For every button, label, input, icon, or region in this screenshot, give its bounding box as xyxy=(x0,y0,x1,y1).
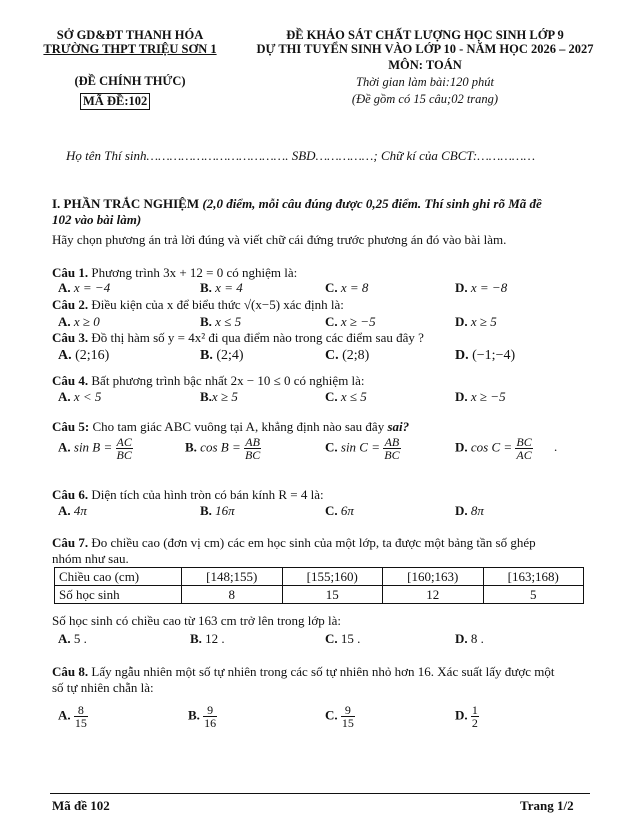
option-letter: D. xyxy=(455,439,468,455)
question-text-2: số tự nhiên chẵn là: xyxy=(52,680,154,695)
option-letter: D. xyxy=(455,389,468,404)
q5-option-c xyxy=(325,436,401,461)
option-letter: B. xyxy=(200,348,213,363)
question-1 xyxy=(52,265,297,280)
q6-option-c xyxy=(325,503,354,519)
fraction-denominator: BC xyxy=(384,448,400,462)
q5-option-d xyxy=(455,436,557,461)
option-letter: B. xyxy=(190,631,202,646)
option-text: x ≥ 5 xyxy=(470,314,497,329)
question-text: Điều kiện của x để biểu thức √(x−5) xác định là: xyxy=(91,297,344,312)
question-label: Câu 4. xyxy=(52,373,89,388)
fraction-denominator: 2 xyxy=(471,716,478,730)
option-letter: C. xyxy=(325,348,339,363)
option-text: cos C = xyxy=(470,439,513,455)
q8-option-c xyxy=(325,704,355,729)
fraction-denominator: BC xyxy=(116,448,132,462)
option-letter: D. xyxy=(455,707,468,723)
option-letter: B. xyxy=(200,280,212,295)
fraction xyxy=(383,436,400,461)
pages-note: (Đề gồm có 15 câu;02 trang) xyxy=(351,92,499,106)
question-label: Câu 1. xyxy=(52,265,89,280)
option-text: x ≤ 5 xyxy=(340,389,367,404)
option-text: 4π xyxy=(73,503,87,518)
subject: MÔN: TOÁN xyxy=(388,58,462,72)
official-label: (ĐỀ CHÍNH THỨC) xyxy=(74,74,186,88)
option-text: x ≥ 0 xyxy=(73,314,100,329)
table-cell: 12 xyxy=(383,586,484,604)
q4-option-a xyxy=(58,389,101,405)
question-3 xyxy=(52,330,424,345)
question-4 xyxy=(52,373,365,388)
question-label: Câu 7. xyxy=(52,535,89,550)
fraction-numerator: 9 xyxy=(341,704,355,717)
question-text-2: nhóm như sau. xyxy=(52,551,129,566)
question-text: Diện tích của hình tròn có bán kính R = 4 là: xyxy=(91,487,324,502)
q1-option-a xyxy=(58,280,110,296)
fraction-denominator: BC xyxy=(244,448,261,462)
question-label: Câu 6. xyxy=(52,487,89,502)
q1-option-b xyxy=(200,280,243,296)
question-2 xyxy=(52,297,344,312)
table-cell: 8 xyxy=(182,586,283,604)
question-7-prompt: Số học sinh có chiều cao từ 163 cm trở lên trong lớp là: xyxy=(52,613,342,628)
q6-option-b xyxy=(200,503,235,519)
table-header-cell: Số học sinh xyxy=(55,586,182,604)
exam-title: ĐỀ KHẢO SÁT CHẤT LƯỢNG HỌC SINH LỚP 9 xyxy=(286,28,564,42)
question-text: Cho tam giác ABC vuông tại A, khẳng định nào sau đây xyxy=(89,419,388,434)
fraction-numerator: 1 xyxy=(471,703,478,717)
option-letter: A. xyxy=(58,503,71,518)
option-letter: A. xyxy=(58,280,71,295)
table-row xyxy=(55,568,584,586)
option-text: 16π xyxy=(215,503,235,518)
option-text: 8π xyxy=(470,503,484,518)
exam-time: Thời gian làm bài:120 phút xyxy=(356,75,494,89)
option-letter: D. xyxy=(455,631,468,646)
q5-option-b xyxy=(185,436,261,461)
option-text: (2;4) xyxy=(216,348,244,363)
fraction xyxy=(203,704,217,729)
trailing-dot: . xyxy=(554,439,558,455)
q7-option-a xyxy=(58,631,87,647)
footer-page-number: Trang 1/2 xyxy=(520,798,574,813)
question-text: Phương trình 3x + 12 = 0 có nghiệm là: xyxy=(91,265,298,280)
q7-option-c xyxy=(325,631,360,647)
q3-option-a xyxy=(58,348,109,364)
exam-code-box: MÃ ĐỀ:102 xyxy=(80,93,150,110)
fraction-denominator: 15 xyxy=(341,716,354,730)
fraction-denominator: 15 xyxy=(74,716,87,730)
fraction-numerator: BC xyxy=(516,435,532,449)
fraction xyxy=(471,704,479,729)
option-letter: C. xyxy=(325,439,338,455)
option-letter: D. xyxy=(455,314,468,329)
fraction xyxy=(116,436,133,461)
option-text: sin C = xyxy=(340,439,381,455)
option-text: 6π xyxy=(340,503,354,518)
table-cell: [148;155) xyxy=(182,568,283,586)
table-cell: [155;160) xyxy=(282,568,383,586)
table-cell: [163;168) xyxy=(483,568,584,586)
q3-option-b xyxy=(200,348,244,364)
department-name: SỞ GD&ĐT THANH HÓA xyxy=(56,28,204,42)
question-text: Đồ thị hàm số y = 4x² đi qua điểm nào trong các điểm sau đây ? xyxy=(91,330,424,345)
table-cell: [160;163) xyxy=(383,568,484,586)
option-text: x ≤ 5 xyxy=(215,314,242,329)
option-letter: C. xyxy=(325,503,338,518)
option-letter: C. xyxy=(325,631,338,646)
option-letter: B. xyxy=(188,707,200,723)
fraction xyxy=(515,436,532,461)
option-letter: C. xyxy=(325,314,338,329)
option-text: (2;16) xyxy=(75,348,110,363)
fraction-numerator: 9 xyxy=(203,704,217,717)
q1-option-c xyxy=(325,280,368,296)
option-text: cos B = xyxy=(200,439,241,455)
school-name: TRƯỜNG THPT TRIỆU SƠN 1 xyxy=(43,42,217,56)
q2-option-a xyxy=(58,314,100,330)
option-letter: D. xyxy=(455,503,468,518)
question-6 xyxy=(52,487,324,502)
option-text: 15 . xyxy=(340,631,361,646)
option-text: sin B = xyxy=(73,439,113,455)
option-letter: A. xyxy=(58,707,71,723)
q6-option-a xyxy=(58,503,87,519)
question-label: Câu 8. xyxy=(52,664,89,679)
section-note: (2,0 điểm, mỗi câu đúng được 0,25 điểm. Thí sinh ghi rõ Mã đề xyxy=(199,196,542,211)
q3-option-d xyxy=(455,348,515,364)
option-letter: C. xyxy=(325,280,338,295)
table-row xyxy=(55,586,584,604)
fraction-denominator: AC xyxy=(516,448,532,462)
option-letter: A. xyxy=(58,439,71,455)
fraction xyxy=(244,436,261,461)
exam-subtitle: DỰ THI TUYỂN SINH VÀO LỚP 10 - NĂM HỌC 2026 – 2027 xyxy=(256,42,594,56)
q1-option-d xyxy=(455,280,507,296)
fraction-denominator: 16 xyxy=(204,716,217,730)
question-emphasis: sai? xyxy=(387,419,410,434)
question-text: Đo chiều cao (đơn vị cm) các em học sinh của một lớp, ta được một bảng tần số ghép xyxy=(91,535,536,550)
fraction xyxy=(74,704,88,729)
option-text: 5 . xyxy=(73,631,87,646)
option-text: x = 8 xyxy=(340,280,369,295)
q2-option-d xyxy=(455,314,497,330)
q8-option-b xyxy=(188,704,217,729)
option-letter: B. xyxy=(200,314,212,329)
option-letter: B. xyxy=(185,439,197,455)
section-note-2: 102 vào bài làm) xyxy=(52,212,142,227)
fraction-numerator: 8 xyxy=(74,704,88,717)
option-letter: D. xyxy=(455,280,468,295)
q8-option-a xyxy=(58,704,88,729)
question-label: Câu 5: xyxy=(52,419,90,434)
option-text: 8 . xyxy=(470,631,484,646)
footer-divider xyxy=(50,793,590,794)
fraction-numerator: AC xyxy=(116,435,132,449)
fraction-numerator: AB xyxy=(384,435,400,449)
question-8 xyxy=(52,664,612,696)
option-text: 12 . xyxy=(205,631,225,646)
q4-option-c xyxy=(325,389,367,405)
option-text: x ≥ −5 xyxy=(340,314,376,329)
fraction-numerator: AB xyxy=(245,435,260,449)
table-cell: 15 xyxy=(282,586,383,604)
q7-option-d xyxy=(455,631,484,647)
section-heading xyxy=(52,196,597,228)
option-text: x = −4 xyxy=(73,280,111,295)
table-cell: 5 xyxy=(483,586,584,604)
option-letter: A. xyxy=(58,631,71,646)
question-7 xyxy=(52,535,612,567)
option-letter: B. xyxy=(200,389,212,404)
option-text: (2;8) xyxy=(342,348,370,363)
option-text: x = 4 xyxy=(215,280,243,295)
option-letter: A. xyxy=(58,348,72,363)
option-letter: A. xyxy=(58,314,71,329)
option-letter: C. xyxy=(325,389,338,404)
table-header-cell: Chiều cao (cm) xyxy=(55,568,182,586)
option-text: (−1;−4) xyxy=(472,348,516,363)
option-letter: B. xyxy=(200,503,212,518)
option-text: x = −8 xyxy=(470,280,508,295)
q2-option-b xyxy=(200,314,241,330)
q4-option-b xyxy=(200,389,238,405)
option-letter: D. xyxy=(455,348,469,363)
fraction xyxy=(341,704,355,729)
option-letter: C. xyxy=(325,707,338,723)
section-title: I. PHẦN TRẮC NGHIỆM xyxy=(52,196,200,211)
question-label: Câu 3. xyxy=(52,330,89,345)
question-5 xyxy=(52,419,409,434)
question-label: Câu 2. xyxy=(52,297,89,312)
q8-option-d xyxy=(455,704,479,729)
q6-option-d xyxy=(455,503,484,519)
footer-exam-code: Mã đề 102 xyxy=(52,798,110,813)
option-letter: A. xyxy=(58,389,71,404)
question-text: Bất phương trình bậc nhất 2x − 10 ≤ 0 có nghiệm là: xyxy=(91,373,365,388)
question-text: Lấy ngẫu nhiên một số tự nhiên trong các số tự nhiên nhỏ hơn 16. Xác suất lấy được một xyxy=(91,664,555,679)
option-text: x ≥ −5 xyxy=(470,389,506,404)
section-instruction: Hãy chọn phương án trả lời đúng và viết chữ cái đứng trước phương án đó vào bài làm. xyxy=(52,232,507,247)
q4-option-d xyxy=(455,389,506,405)
option-text: x < 5 xyxy=(73,389,102,404)
q2-option-c xyxy=(325,314,376,330)
q7-option-b xyxy=(190,631,225,647)
q5-option-a xyxy=(58,436,133,461)
option-text: x ≥ 5 xyxy=(211,389,238,404)
candidate-info-line: Họ tên Thí sinh………………………………. SBD……………; Chữ kí của CBCT:…………… xyxy=(66,148,536,163)
frequency-table xyxy=(54,567,584,604)
q3-option-c xyxy=(325,348,369,364)
